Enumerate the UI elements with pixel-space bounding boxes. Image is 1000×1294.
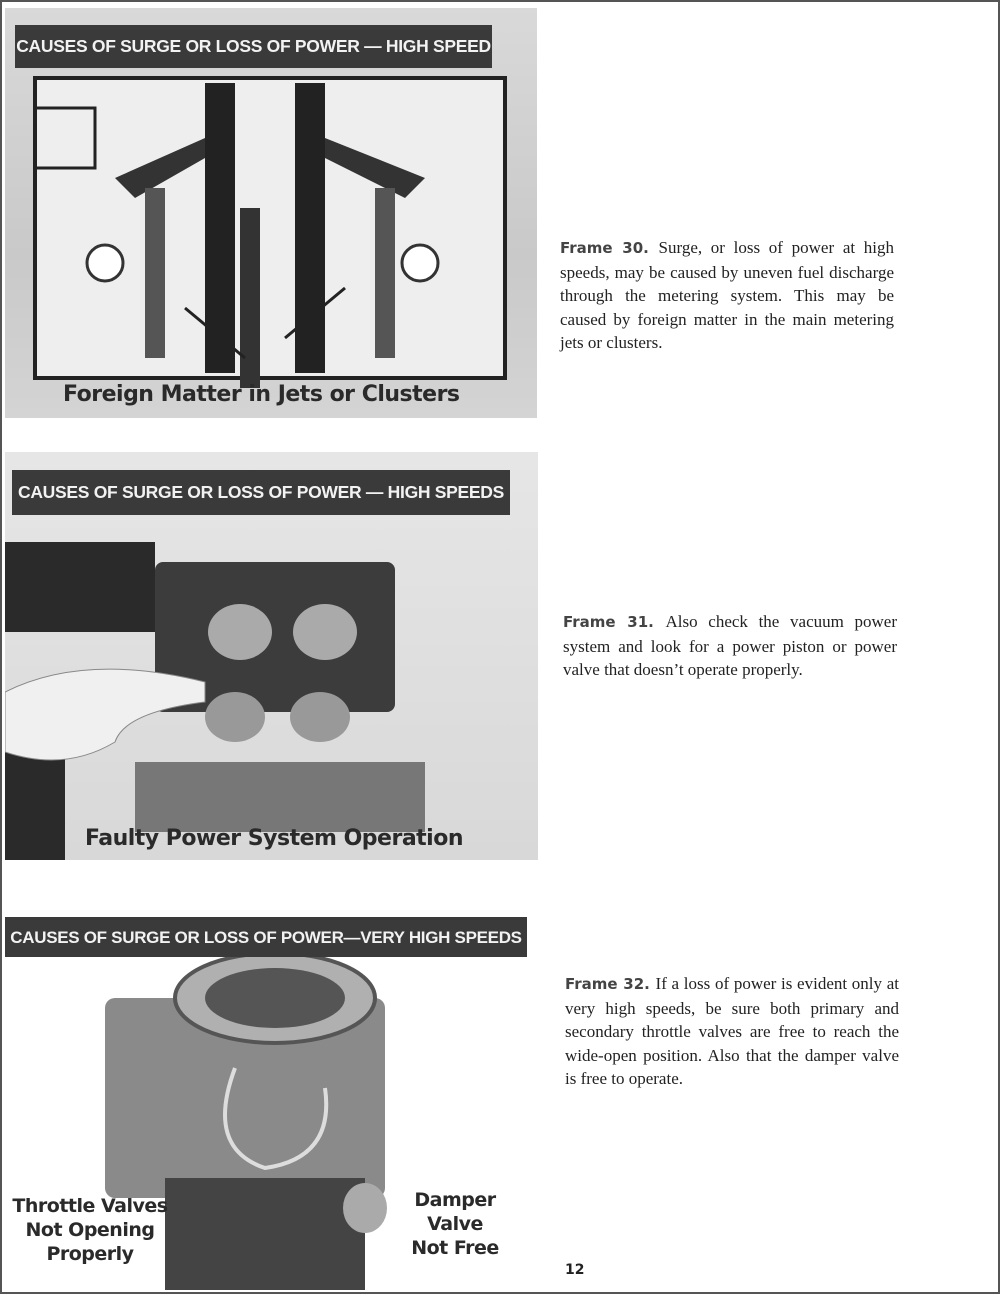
figure-frame-32 [5,898,540,1290]
page-number: 12 [565,1262,585,1278]
throttle-valves-label [10,1194,170,1266]
figure-frame-30 [5,8,537,418]
carburetor-cutaway-illustration [5,8,537,418]
figure-title: CAUSES OF SURGE OR LOSS OF POWER — HIGH SPEEDS [12,470,510,515]
frame-text: Also check the vacuum power system and look for a power piston or power valve that doesn’t operate properly. [563,612,897,679]
label-line: Throttle Valves [12,1195,168,1217]
frame-label: Frame 32. [565,975,656,993]
label-line: Valve [427,1213,483,1235]
frame-30-description [560,236,894,355]
figure-caption: Foreign Matter in Jets or Clusters [63,382,460,407]
figure-frame-31 [5,452,538,860]
frame-label: Frame 31. [563,613,666,631]
label-line: Not Free [411,1237,499,1259]
figure-caption: Faulty Power System Operation [85,826,463,851]
label-line: Damper [414,1189,496,1211]
frame-31-description [563,610,897,682]
frame-text: Surge, or loss of power at high speeds, may be caused by uneven fuel discharge through the metering system. This may be caused by foreign matter in the main metering jets or clusters. [560,238,894,352]
figure-title: CAUSES OF SURGE OR LOSS OF POWER — HIGH SPEED [15,25,492,68]
frame-label: Frame 30. [560,239,659,257]
damper-valve-label [405,1188,505,1260]
frame-text: If a loss of power is evident only at very high speeds, be sure both primary and secondary throttle valves are free to reach the wide-open position. Also that the damper valve is free to operate. [565,974,899,1088]
label-line: Not Opening [25,1219,155,1241]
figure-title: CAUSES OF SURGE OR LOSS OF POWER—VERY HIGH SPEEDS [5,917,527,957]
label-line: Properly [46,1243,134,1265]
frame-32-description [565,972,899,1091]
